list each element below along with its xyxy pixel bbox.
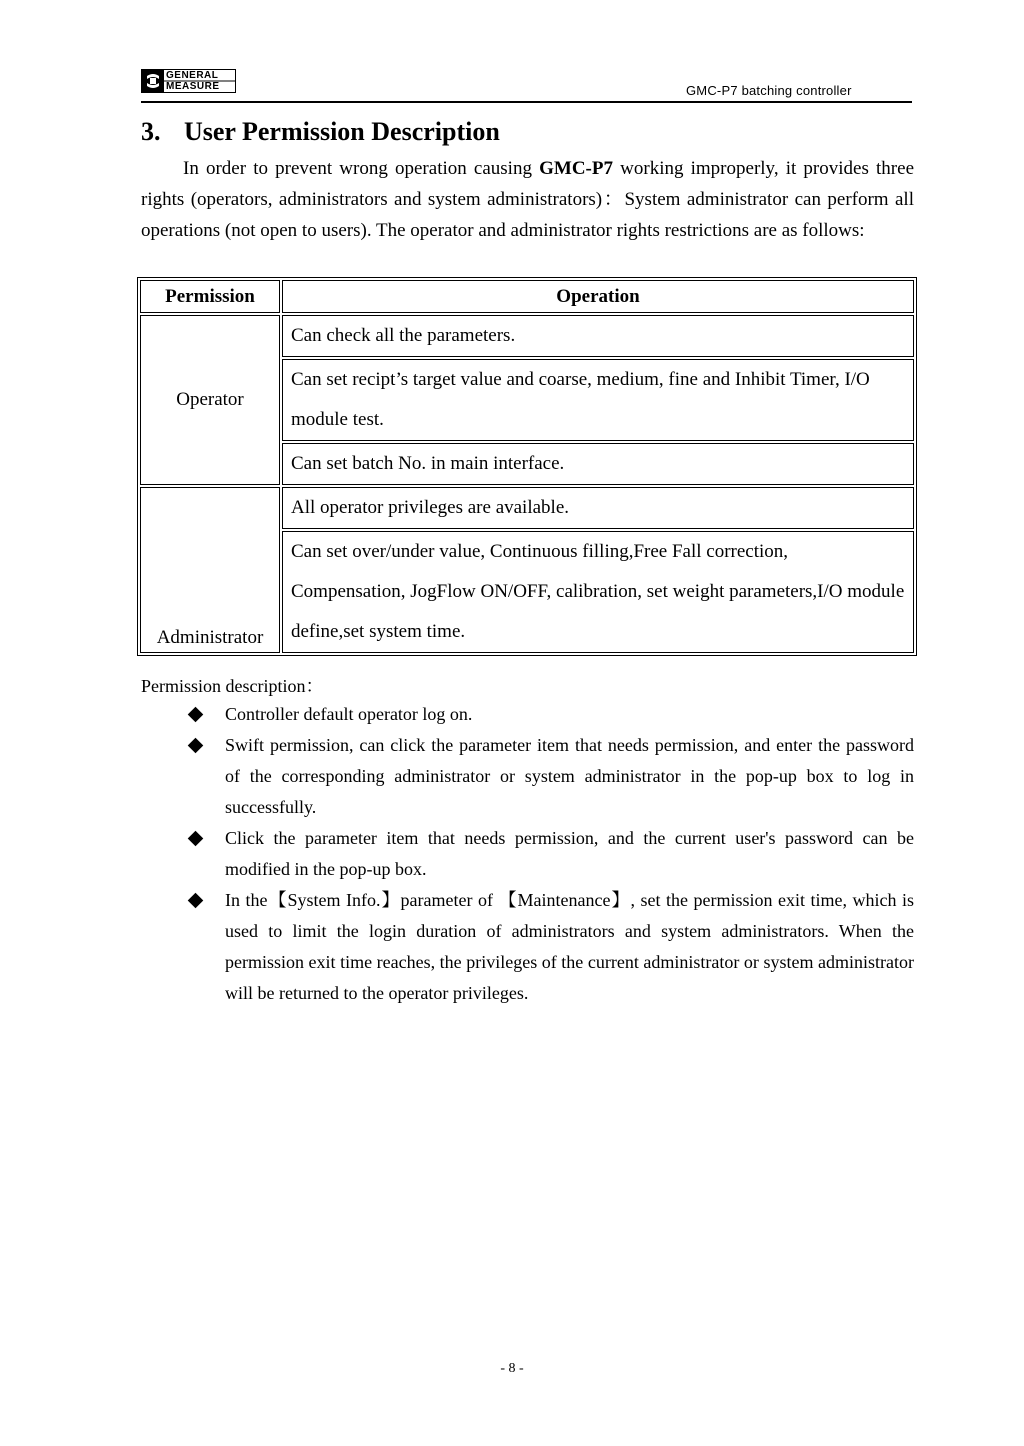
page-number: - 8 - [500,1361,524,1376]
table-row [140,315,914,357]
table-row [140,487,914,529]
description-label: Permission description： [141,676,324,696]
diamond-bullet-icon [188,831,204,847]
section-heading [141,117,500,147]
intro-text-2: working improperly, it provides three rights (operators, administrators and system administrators)：System administrator can perform all operations (not open to users). The operator and administrator rights restrictions are as follows: [141,158,914,241]
role-operator: Operator [140,315,280,485]
header-operation: Operation [282,280,914,313]
bullet-text: Swift permission, can click the parameter item that needs permission, and enter the password of the corresponding administrator or system administrator in the pop-up box to log in successfully. [225,735,914,817]
table-header-row [140,280,914,313]
intro-text-1: In order to prevent wrong operation causing [183,158,540,179]
list-item [225,699,914,730]
description-list [225,699,914,1009]
permission-table [137,277,917,656]
intro-paragraph [141,153,914,246]
role-administrator: Administrator [140,487,280,653]
document-header-title: GMC-P7 batching controller [686,83,852,98]
bullet-text: Click the parameter item that needs permission, and the current user's password can be modified in the pop-up box. [225,828,914,879]
header-permission: Permission [140,280,280,313]
diamond-bullet-icon [188,707,204,723]
list-item [225,885,914,1009]
diamond-bullet-icon [188,738,204,754]
operator-op-1: Can check all the parameters. [282,315,914,357]
intro-model-name: GMC-P7 [539,158,613,179]
logo-line-2: MEASURE [166,81,220,92]
logo-line-1: GENERAL [166,70,219,81]
operator-op-3: Can set batch No. in main interface. [282,443,914,485]
bullet-text: Controller default operator log on. [225,704,473,724]
admin-op-1: All operator privileges are available. [282,487,914,529]
diamond-bullet-icon [188,893,204,909]
section-number: 3. [141,117,161,146]
header-divider [141,101,912,103]
admin-op-2: Can set over/under value, Continuous filling,Free Fall correction, Compensation, JogFlow ON/OFF, calibration, set weight parameters,I/O module define,set system time. [282,531,914,653]
bullet-text: In the【System Info.】parameter of 【Maintenance】, set the permission exit time, which is used to limit the login duration of administrators and system administrators. When the permission exit time reaches, the privileges of the current administrator or system administrator will be returned to the operator privileges. [225,890,914,1003]
list-item [225,823,914,885]
list-item [225,730,914,823]
operator-op-2: Can set recipt’s target value and coarse, medium, fine and Inhibit Timer, I/O module test. [282,359,914,441]
section-title: User Permission Description [184,117,500,146]
logo-text [166,70,220,92]
